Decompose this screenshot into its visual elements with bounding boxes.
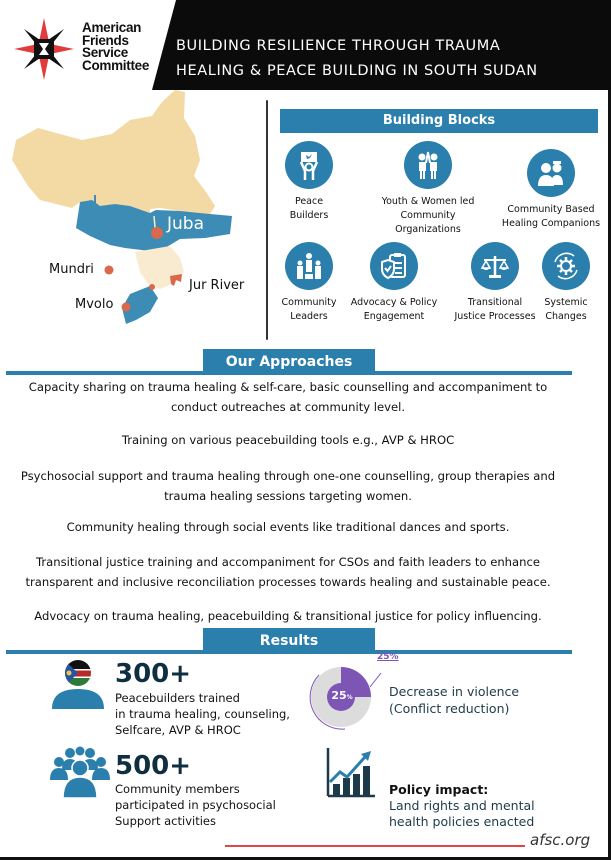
result-text: participated in psychosocial — [115, 798, 276, 812]
peacebuilders-description — [115, 690, 290, 738]
building-block-label: Justice Processes — [454, 311, 536, 322]
result-text: Land rights and mental — [389, 798, 535, 813]
growth-chart-icon — [325, 748, 375, 798]
result-text: in trauma healing, counseling, — [115, 707, 290, 721]
result-text: Decrease in violence — [389, 684, 520, 699]
community-leaders-icon — [285, 242, 333, 290]
building-block-label: Advocacy & Policy — [350, 297, 438, 308]
community-description — [115, 781, 276, 829]
title-line-1: BUILDING RESILIENCE THROUGH TRAUMA — [176, 38, 501, 54]
approach-text: Advocacy on trauma healing, peacebuilding & transitional justice for policy influencing. — [34, 609, 542, 623]
approaches-header: Our Approaches — [203, 349, 375, 375]
approach-item — [10, 430, 566, 450]
building-block-youth-women — [370, 141, 486, 237]
building-block-label: Youth & Women led — [381, 196, 475, 207]
advocacy-policy-icon — [370, 242, 418, 290]
approach-text: conduct outreaches at community level. — [170, 400, 406, 414]
approach-item — [10, 517, 566, 537]
org-name-line: Service — [82, 45, 128, 60]
approach-text: Training on various peacebuilding tools e.g., AVP & HROC — [121, 433, 455, 447]
building-block-label: Community Organizations — [395, 210, 461, 235]
violence-description — [389, 683, 519, 717]
policy-impact-heading: Policy impact: — [389, 782, 489, 797]
approach-item — [10, 377, 566, 417]
justice-scales-icon — [471, 242, 519, 290]
org-name-line: Committee — [82, 57, 150, 73]
approach-item — [10, 606, 566, 626]
org-name-line: American — [82, 20, 142, 35]
map-label-mundri: Mundri — [49, 262, 94, 277]
building-block-label: Community — [281, 297, 337, 308]
result-text: (Conflict reduction) — [389, 701, 510, 716]
approach-item — [10, 552, 566, 592]
building-block-label: Systemic — [544, 297, 588, 308]
page-title — [176, 34, 606, 84]
building-block-transitional-justice — [452, 242, 538, 324]
peace-builder-icon — [285, 141, 333, 189]
building-block-label: Engagement — [363, 311, 425, 322]
afsc-star-logo-icon — [14, 18, 74, 80]
building-block-peace-builders — [276, 141, 342, 223]
donut-value: 25 — [331, 689, 347, 702]
youth-women-icon — [404, 141, 452, 189]
approach-item — [10, 466, 566, 506]
building-blocks-header: Building Blocks — [280, 109, 598, 133]
building-block-label: Leaders — [290, 311, 328, 322]
approach-text: Psychosocial support and trauma healing through one-one counselling, group therapies and — [20, 469, 556, 483]
approach-text: Capacity sharing on trauma healing & self-care, basic counselling and accompaniment to — [28, 380, 548, 394]
systemic-change-gear-icon — [542, 242, 590, 290]
community-count: 500+ — [115, 751, 192, 781]
building-block-label: Changes — [545, 311, 587, 322]
building-block-label: Healing Companions — [501, 218, 601, 229]
vertical-divider — [266, 100, 268, 340]
result-text: Community members — [115, 782, 240, 796]
result-text: Selfcare, AVP & HROC — [115, 723, 241, 737]
org-name-line: Friends — [82, 32, 129, 48]
policy-impact-description — [389, 782, 535, 830]
approach-text: trauma healing sessions targeting women. — [164, 489, 412, 503]
approach-text: transparent and inclusive reconciliation processes towards healing and sustainable peace. — [25, 575, 551, 589]
title-line-2: HEALING & PEACE BUILDING IN SOUTH SUDAN — [176, 63, 538, 79]
footer-divider — [225, 845, 525, 847]
violence-percent-callout: 25% — [377, 652, 399, 662]
peacebuilders-count: 300+ — [115, 659, 192, 689]
approach-text: Community healing through social events like traditional dances and sports. — [66, 520, 510, 534]
map-label-jur-river: Jur River — [189, 278, 245, 293]
results-header: Results — [203, 628, 375, 654]
result-text: Support activities — [115, 814, 216, 828]
approach-text: Transitional justice training and accompaniment for CSOs and faith leaders to enhance — [36, 555, 540, 569]
building-block-community-leaders — [276, 242, 342, 324]
person-flag-icon — [50, 657, 106, 711]
building-block-label: Transitional — [467, 297, 523, 308]
result-text: Peacebuilders trained — [115, 691, 240, 705]
building-block-advocacy-policy — [349, 242, 439, 324]
map-label-juba: Juba — [167, 214, 204, 234]
website-link[interactable]: afsc.org — [530, 831, 591, 849]
result-text: health policies enacted — [389, 814, 535, 829]
map-label-mvolo: Mvolo — [75, 297, 114, 312]
building-block-label: Builders — [289, 210, 329, 221]
building-block-label: Peace — [294, 196, 324, 207]
building-block-healing-companions — [501, 149, 601, 231]
violence-percent-center — [331, 689, 353, 702]
org-name — [82, 22, 149, 72]
building-block-systemic-changes — [536, 242, 596, 324]
south-sudan-map — [0, 88, 260, 338]
building-block-label: Community Based — [507, 204, 595, 215]
community-group-icon — [50, 746, 110, 798]
healing-companions-icon — [527, 149, 575, 197]
donut-suffix: % — [346, 694, 353, 701]
